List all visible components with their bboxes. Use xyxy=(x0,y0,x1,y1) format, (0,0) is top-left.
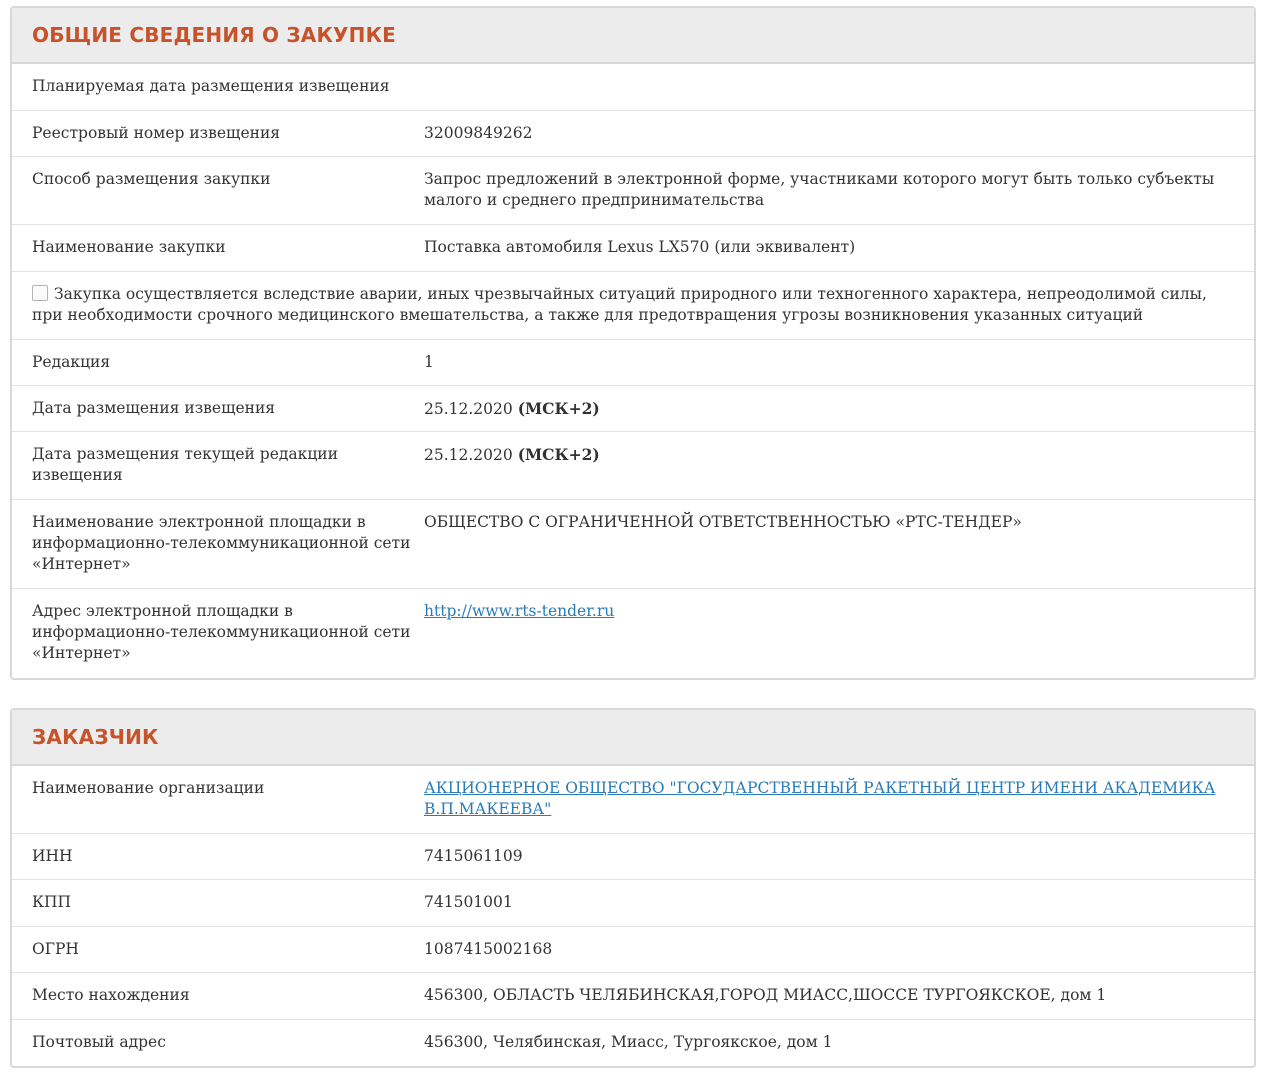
row-ogrn xyxy=(12,927,1254,973)
row-registry-number xyxy=(12,111,1254,157)
emergency-text: Закупка осуществляется вследствие аварии, иных чрезвычайных ситуаций природного или техногенного характера, непреодолимой силы, при необходимости срочного медицинского вмешательства, а также для предотвращения угрозы возникновения указанных ситуаций xyxy=(32,285,1207,324)
publication-date-label: Дата размещения извещения xyxy=(32,399,276,417)
organization-name-value-container xyxy=(424,778,1224,821)
row-kpp xyxy=(12,880,1254,927)
general-info-header xyxy=(12,8,1254,64)
procurement-name-value: Поставка автомобиля Lexus LX570 (или эквивалент) xyxy=(424,238,856,256)
row-procurement-method xyxy=(12,157,1254,225)
row-inn xyxy=(12,834,1254,880)
row-postal-address xyxy=(12,1020,1254,1066)
row-procurement-name xyxy=(12,225,1254,272)
customer-header xyxy=(12,710,1254,766)
edition-label: Редакция xyxy=(32,353,111,371)
ogrn-value: 1087415002168 xyxy=(424,940,553,958)
row-publication-date xyxy=(12,386,1254,432)
procurement-method-label: Способ размещения закупки xyxy=(32,170,271,188)
ogrn-label: ОГРН xyxy=(32,940,79,958)
kpp-label: КПП xyxy=(32,893,72,911)
kpp-value: 741501001 xyxy=(424,893,513,911)
row-current-edition-date xyxy=(12,432,1254,500)
organization-name-link[interactable]: АКЦИОНЕРНОЕ ОБЩЕСТВО "ГОСУДАРСТВЕННЫЙ РАКЕТНЫЙ ЦЕНТР ИМЕНИ АКАДЕМИКА В.П.МАКЕЕВА" xyxy=(424,779,1216,818)
current-edition-date-timezone: (МСК+2) xyxy=(517,445,600,464)
row-edition xyxy=(12,340,1254,386)
platform-address-value-container xyxy=(424,601,1224,664)
procurement-method-value: Запрос предложений в электронной форме, участниками которого могут быть только субъекты малого и среднего предпринимательства xyxy=(424,170,1215,209)
row-platform-name xyxy=(12,500,1254,589)
row-organization-name xyxy=(12,766,1254,834)
postal-address-value: 456300, Челябинская, Миасс, Тургоякское, дом 1 xyxy=(424,1033,833,1051)
location-label: Место нахождения xyxy=(32,986,190,1004)
platform-address-link[interactable]: http://www.rts-tender.ru xyxy=(424,602,615,620)
current-edition-date-label: Дата размещения текущей редакции извещения xyxy=(32,445,338,484)
platform-name-label: Наименование электронной площадки в информационно-телекоммуникационной сети «Интернет» xyxy=(32,513,411,573)
emergency-checkbox[interactable] xyxy=(32,285,48,301)
row-emergency xyxy=(12,272,1254,340)
planned-date-value xyxy=(424,76,1224,98)
general-info-panel xyxy=(10,6,1256,680)
row-planned-date xyxy=(12,64,1254,111)
row-location xyxy=(12,973,1254,1020)
current-edition-date-value: 25.12.2020 xyxy=(424,446,513,464)
inn-label: ИНН xyxy=(32,847,73,865)
registry-number-value: 32009849262 xyxy=(424,124,533,142)
platform-address-label: Адрес электронной площадки в информационно-телекоммуникационной сети «Интернет» xyxy=(32,602,411,662)
customer-panel xyxy=(10,708,1256,1068)
registry-number-label: Реестровый номер извещения xyxy=(32,124,281,142)
platform-name-value: ОБЩЕСТВО С ОГРАНИЧЕННОЙ ОТВЕТСТВЕННОСТЬЮ «РТС-ТЕНДЕР» xyxy=(424,513,1022,531)
current-edition-date-value-container xyxy=(424,444,1224,487)
procurement-name-label: Наименование закупки xyxy=(32,238,226,256)
location-value: 456300, ОБЛАСТЬ ЧЕЛЯБИНСКАЯ,ГОРОД МИАСС,ШОССЕ ТУРГОЯКСКОЕ, дом 1 xyxy=(424,986,1107,1004)
organization-name-label: Наименование организации xyxy=(32,779,265,797)
publication-date-value-container xyxy=(424,398,1224,419)
edition-value: 1 xyxy=(424,353,434,371)
publication-date-timezone: (МСК+2) xyxy=(517,399,600,418)
general-info-title: ОБЩИЕ СВЕДЕНИЯ О ЗАКУПКЕ xyxy=(32,23,396,47)
emergency-checkbox-container xyxy=(32,284,1234,327)
planned-date-label: Планируемая дата размещения извещения xyxy=(32,77,390,95)
inn-value: 7415061109 xyxy=(424,847,523,865)
customer-title: ЗАКАЗЧИК xyxy=(32,725,159,749)
postal-address-label: Почтовый адрес xyxy=(32,1033,166,1051)
row-platform-address xyxy=(12,589,1254,676)
publication-date-value: 25.12.2020 xyxy=(424,400,513,418)
